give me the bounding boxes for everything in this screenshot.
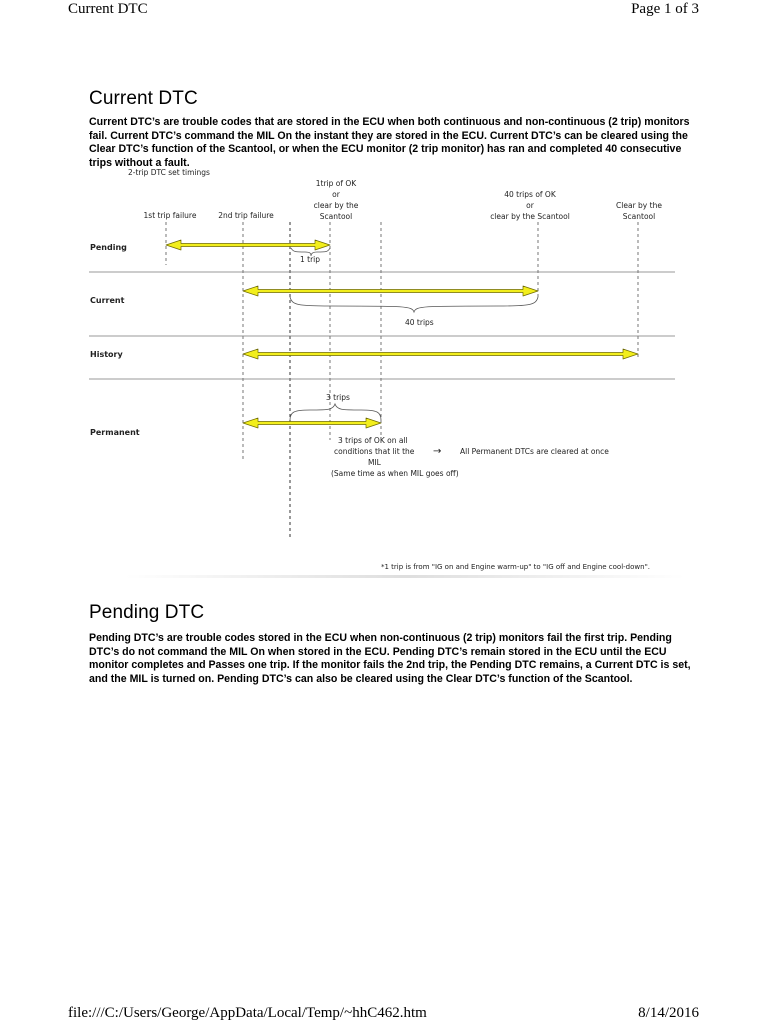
diagram-title: 2-trip DTC set timings <box>128 168 210 177</box>
label-1trip-ok-line2: or <box>332 190 340 199</box>
page-header-title: Current DTC <box>68 1 148 17</box>
label-1st-trip-failure: 1st trip failure <box>143 211 197 220</box>
label-1trip-ok-line1: 1trip of OK <box>315 179 357 188</box>
footer-file-path: file:///C:/Users/George/AppData/Local/Temp/~hhC462.htm <box>68 1005 427 1021</box>
scan-artifact-bar <box>125 575 685 578</box>
section-body-pending-dtc: Pending DTC’s are trouble codes stored in the ECU when non-continuous (2 trip) monitors fail the first trip. Pending DTC’s do not command the MIL On when stored in the ECU. Pending DTC’s remain stored in the ECU until the ECU monitor completes and Passes one trip. If the monitor fails the 2nd trip, the Pending DTC remains, a Current DTC is set, and the MIL is turned on. Pending DTC’s can also be cleared using the Clear DTC’s function of the Scantool. <box>89 632 691 685</box>
footer-date: 8/14/2016 <box>638 1005 699 1021</box>
label-permanent-cleared: All Permanent DTCs are cleared at once <box>460 447 609 456</box>
row-separators <box>89 272 675 379</box>
row-label-history: History <box>90 350 123 359</box>
label-same-time-mil: (Same time as when MIL goes off) <box>331 469 459 478</box>
brace-3-trips <box>290 404 381 420</box>
label-40trips-ok-line1: 40 trips of OK <box>504 190 556 199</box>
arrow-history <box>243 349 638 359</box>
arrow-permanent <box>243 418 381 428</box>
arrow-current <box>243 286 538 296</box>
diagram-footnote: *1 trip is from "IG on and Engine warm-up" to "IG off and Engine cool-down". <box>381 563 651 571</box>
arrow-pending <box>166 240 330 250</box>
label-2nd-trip-failure: 2nd trip failure <box>218 211 274 220</box>
state-arrows <box>166 240 638 428</box>
label-3trips-ok-line1: 3 trips of OK on all <box>338 436 408 445</box>
label-clear-scantool-line2: Scantool <box>622 212 656 221</box>
label-40trips-ok-line2: or <box>526 201 534 210</box>
row-label-pending: Pending <box>90 243 127 252</box>
label-3trips-ok-line3: MIL <box>368 458 381 467</box>
brace-40-trips <box>290 297 538 312</box>
label-40trips-ok-line3: clear by the Scantool <box>490 212 570 221</box>
label-1trip-ok-line4: Scantool <box>319 212 353 221</box>
section-heading-pending-dtc: Pending DTC <box>89 602 205 623</box>
section-heading-current-dtc: Current DTC <box>89 88 198 109</box>
label-3trips-ok-line2: conditions that lit the <box>334 447 415 456</box>
label-1-trip: 1 trip <box>300 255 321 264</box>
page-number: Page 1 of 3 <box>631 1 699 17</box>
label-3-trips: 3 trips <box>326 393 350 402</box>
label-40-trips: 40 trips <box>405 318 434 327</box>
section-body-current-dtc: Current DTC’s are trouble codes that are stored in the ECU when both continuous and non-continuous (2 trip) monitors fail. Current DTC’s command the MIL On the instant they are stored in the ECU. Current DTC’s can be cleared using the Clear DTC’s function of the Scantool, or when the ECU monitor (2 trip monitor) has ran and completed 40 consecutive trips without a fault. <box>89 116 690 169</box>
label-clear-scantool-line1: Clear by the <box>616 201 662 210</box>
right-arrow-icon: → <box>433 446 442 457</box>
timing-guide-lines <box>166 222 638 540</box>
label-1trip-ok-line3: clear by the <box>313 201 359 210</box>
row-label-permanent: Permanent <box>90 428 140 437</box>
row-label-current: Current <box>90 296 125 305</box>
